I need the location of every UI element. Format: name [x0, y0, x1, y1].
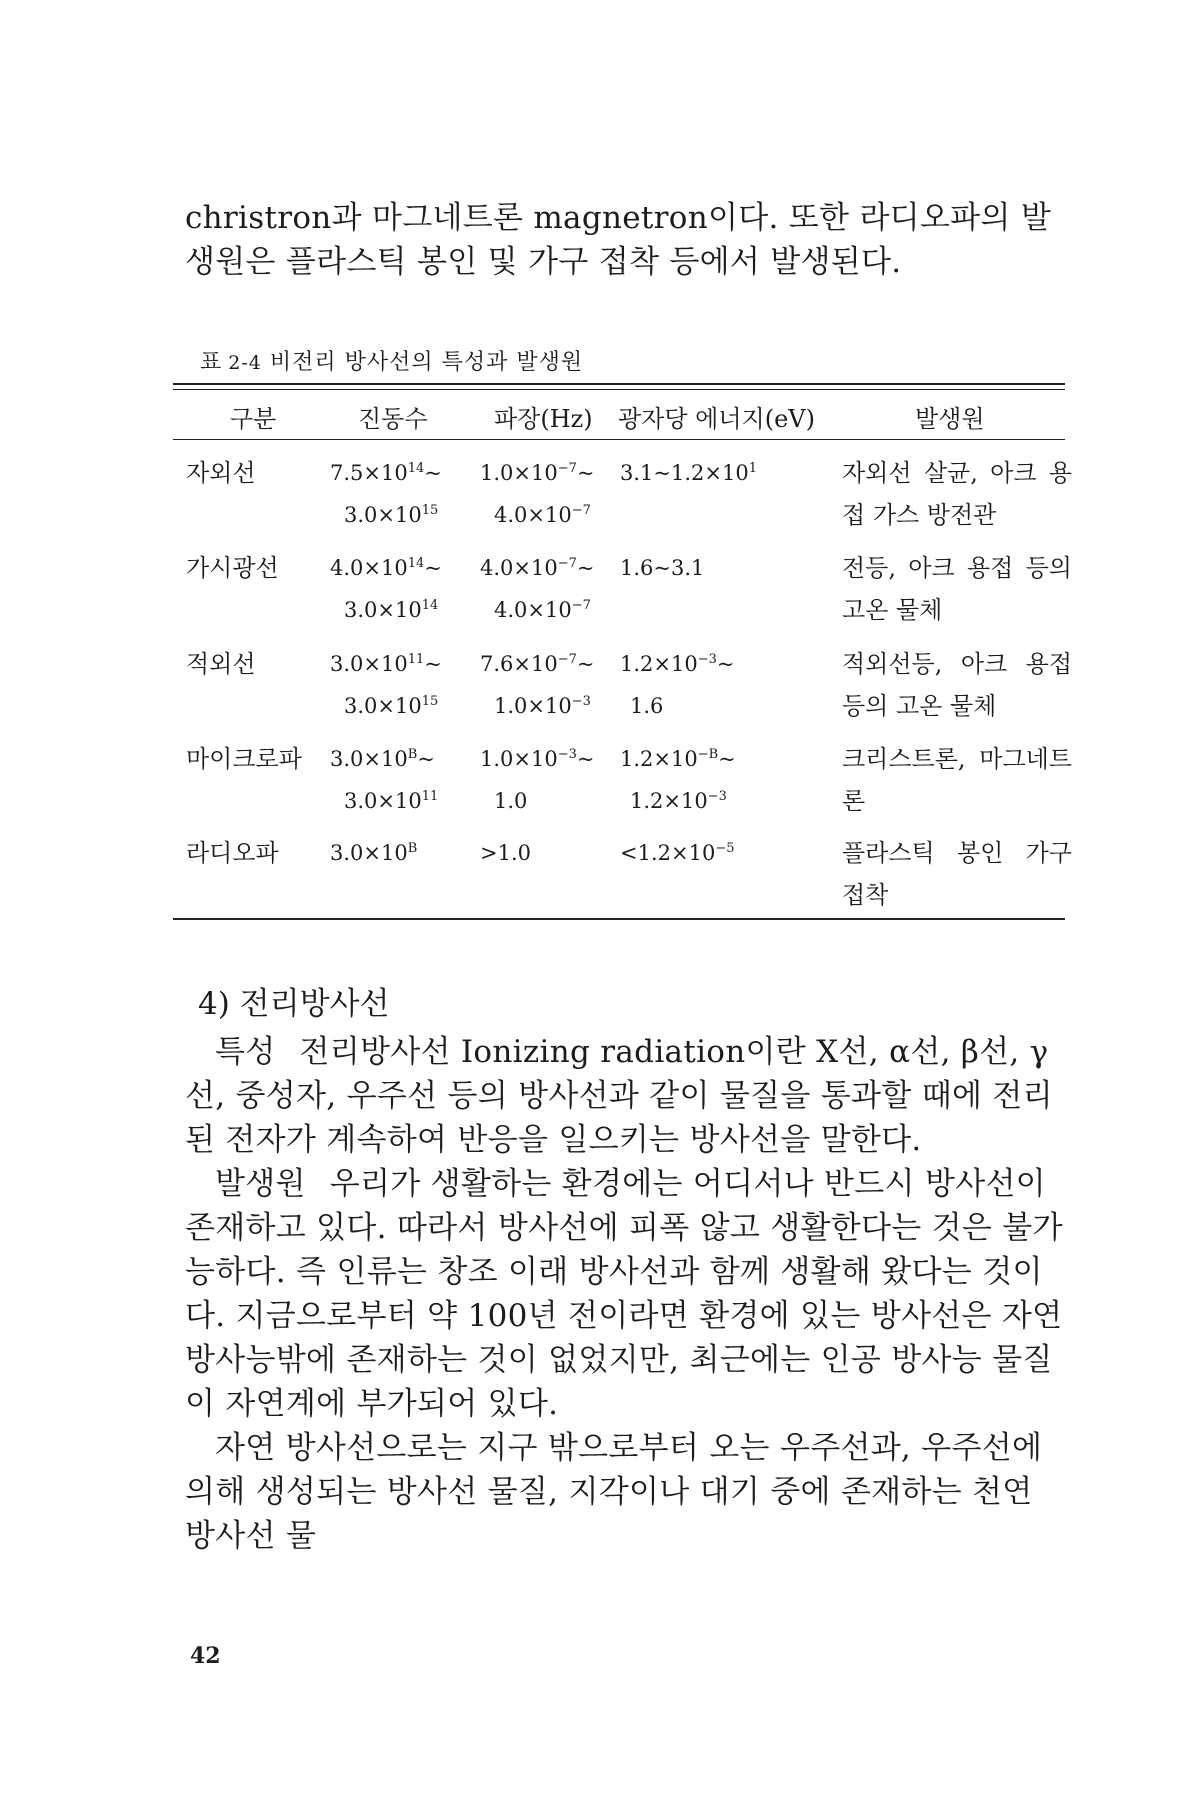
source-paragraph — [185, 1162, 1065, 1426]
intro-text: christron과 마그네트론 magnetron이다. 또한 라디오파의 발생원은 플라스틱 봉인 및 가구 접착 등에서 발생된다. — [185, 200, 1052, 280]
row-source: 플라스틱 봉인 가구 접착 — [842, 839, 1072, 909]
row-wave-value — [480, 832, 531, 874]
value-mantissa: 1.2×10 — [620, 747, 698, 771]
value-mantissa: 1.0×10 — [494, 694, 572, 718]
value-exponent: −3 — [707, 789, 727, 804]
value-exponent: B — [407, 841, 418, 856]
value-exponent: −7 — [557, 556, 577, 571]
value-exponent: −3 — [697, 652, 717, 667]
row-freq-value — [330, 643, 442, 685]
value-exponent: −3 — [571, 694, 591, 709]
value-range-mark: ~ — [424, 556, 442, 580]
header-photon-energy: 광자당 에너지(eV) — [618, 405, 815, 433]
value-mantissa: 1.2×10 — [630, 789, 708, 813]
row-freq-value — [330, 452, 442, 494]
value-mantissa: 4.0×10 — [494, 503, 572, 527]
row-energy-value — [630, 780, 727, 822]
value-range-mark: ~ — [424, 652, 442, 676]
row-wave-value — [494, 494, 591, 536]
caption-title: 비전리 방사선의 특성과 발생원 — [269, 350, 584, 375]
table-bottom-rule — [173, 918, 1065, 920]
row-wave-value — [480, 643, 595, 685]
value-mantissa: 3.0×10 — [344, 503, 422, 527]
value-exponent: 1 — [748, 461, 757, 476]
value-mantissa: 4.0×10 — [494, 598, 572, 622]
body-text — [185, 1030, 1065, 1558]
value-mantissa: 3.0×10 — [330, 747, 408, 771]
row-energy-value — [620, 547, 704, 589]
table-top-rule — [173, 383, 1065, 390]
value-mantissa: >1.0 — [480, 841, 531, 865]
ionizing-term: 특성 — [215, 1034, 276, 1070]
value-exponent: −B — [697, 747, 719, 762]
value-exponent: −7 — [557, 461, 577, 476]
value-mantissa: 1.0 — [494, 789, 528, 813]
value-range-mark: ~ — [716, 652, 735, 676]
value-mantissa: 7.5×10 — [330, 461, 408, 485]
ionizing-text: 전리방사선 Ionizing radiation이란 X선, α선, β선, γ선, 중성자, 우주선 등의 방사선과 같이 물질을 통과할 때에 전리된 전자가 계속하여 반응을 일으키는 방사선을 말한다. — [185, 1034, 1053, 1158]
value-mantissa: 3.0×10 — [344, 789, 422, 813]
row-energy-value — [630, 685, 663, 727]
row-freq-value — [344, 685, 438, 727]
page-number: 42 — [190, 1643, 221, 1669]
value-mantissa: 1.2×10 — [620, 652, 698, 676]
row-freq-value — [330, 547, 442, 589]
row-freq-value — [330, 832, 417, 874]
value-exponent: 14 — [407, 556, 425, 571]
value-range-mark: ~ — [718, 747, 736, 771]
value-mantissa: 1.6~3.1 — [620, 556, 705, 580]
row-source: 자외선 살균, 아크 용접 가스 방전관 — [842, 459, 1072, 529]
value-exponent: −7 — [571, 503, 591, 518]
row-freq-value — [344, 780, 438, 822]
value-mantissa: 3.0×10 — [330, 841, 408, 865]
value-exponent: −5 — [715, 841, 735, 856]
value-mantissa: 1.0×10 — [480, 461, 558, 485]
value-mantissa: 3.1~1.2×10 — [620, 461, 749, 485]
value-exponent: 11 — [407, 652, 425, 667]
value-range-mark: ~ — [576, 652, 595, 676]
table-header-rule — [173, 439, 1065, 440]
row-wave-value — [480, 547, 595, 589]
row-wave-value — [480, 738, 595, 780]
row-source: 적외선등, 아크 용접 등의 고온 물체 — [842, 650, 1072, 720]
row-wave-value — [494, 685, 591, 727]
row-energy-value — [620, 452, 757, 494]
value-mantissa: 1.0×10 — [480, 747, 558, 771]
row-type: 적외선 — [186, 650, 256, 678]
value-range-mark: ~ — [576, 747, 595, 771]
value-mantissa: 7.6×10 — [480, 652, 558, 676]
caption-prefix: 표 — [200, 350, 223, 375]
value-range-mark: ~ — [417, 747, 435, 771]
value-mantissa: <1.2×10 — [620, 841, 716, 865]
caption-number: 2-4 — [228, 352, 262, 374]
value-exponent: 14 — [421, 598, 439, 613]
value-exponent: 15 — [421, 503, 439, 518]
value-mantissa: 1.6 — [630, 694, 664, 718]
value-exponent: −7 — [571, 598, 591, 613]
value-range-mark: ~ — [576, 461, 595, 485]
natural-paragraph — [185, 1426, 1065, 1558]
row-energy-value — [620, 738, 736, 780]
source-term: 발생원 — [215, 1166, 306, 1202]
row-wave-value — [494, 780, 527, 822]
value-exponent: −7 — [557, 652, 577, 667]
table-caption — [200, 345, 583, 376]
value-mantissa: 3.0×10 — [330, 652, 408, 676]
row-type: 자외선 — [186, 459, 256, 487]
source-text: 우리가 생활하는 환경에는 어디서나 반드시 방사선이 존재하고 있다. 따라서 방사선에 피폭 않고 생활한다는 것은 불가능하다. 즉 인류는 창조 이래 방사선과 함께 생활해 왔다는 것이다. 지금으로부터 약 100년 전이라면 환경에 있는 방사선은 자연 방사능밖에 존재하는 것이 없었지만, 최근에는 인공 방사능 물질이 자연계에 부가되어 있다. — [185, 1166, 1063, 1422]
ionizing-paragraph — [185, 1030, 1065, 1162]
row-freq-value — [344, 589, 438, 631]
row-source: 크리스트론, 마그네트론 — [842, 745, 1072, 815]
value-exponent: −3 — [557, 747, 577, 762]
value-exponent: 14 — [407, 461, 425, 476]
natural-text: 자연 방사선으로는 지구 밖으로부터 오는 우주선과, 우주선에 의해 생성되는 방사선 물질, 지각이나 대기 중에 존재하는 천연 방사선 물 — [185, 1430, 1043, 1554]
value-range-mark: ~ — [576, 556, 595, 580]
value-mantissa: 3.0×10 — [344, 694, 422, 718]
value-exponent: 11 — [421, 789, 439, 804]
value-exponent: B — [407, 747, 418, 762]
section-heading: 4) 전리방사선 — [198, 986, 390, 1022]
row-type: 마이크로파 — [186, 745, 302, 773]
intro-paragraph — [185, 196, 1065, 284]
row-wave-value — [494, 589, 591, 631]
row-energy-value — [620, 832, 734, 874]
row-energy-value — [620, 643, 735, 685]
row-wave-value — [480, 452, 595, 494]
header-source: 발생원 — [915, 405, 985, 433]
value-mantissa: 4.0×10 — [330, 556, 408, 580]
header-wavelength: 파장(Hz) — [494, 405, 593, 433]
value-mantissa: 3.0×10 — [344, 598, 422, 622]
row-source: 전등, 아크 용접 등의 고온 물체 — [842, 554, 1072, 624]
value-mantissa: 4.0×10 — [480, 556, 558, 580]
row-freq-value — [330, 738, 435, 780]
header-frequency: 진동수 — [358, 405, 428, 433]
header-type: 구분 — [230, 405, 277, 433]
value-exponent: 15 — [421, 694, 439, 709]
row-freq-value — [344, 494, 438, 536]
value-range-mark: ~ — [424, 461, 442, 485]
row-type: 라디오파 — [186, 839, 279, 867]
row-type: 가시광선 — [186, 554, 279, 582]
